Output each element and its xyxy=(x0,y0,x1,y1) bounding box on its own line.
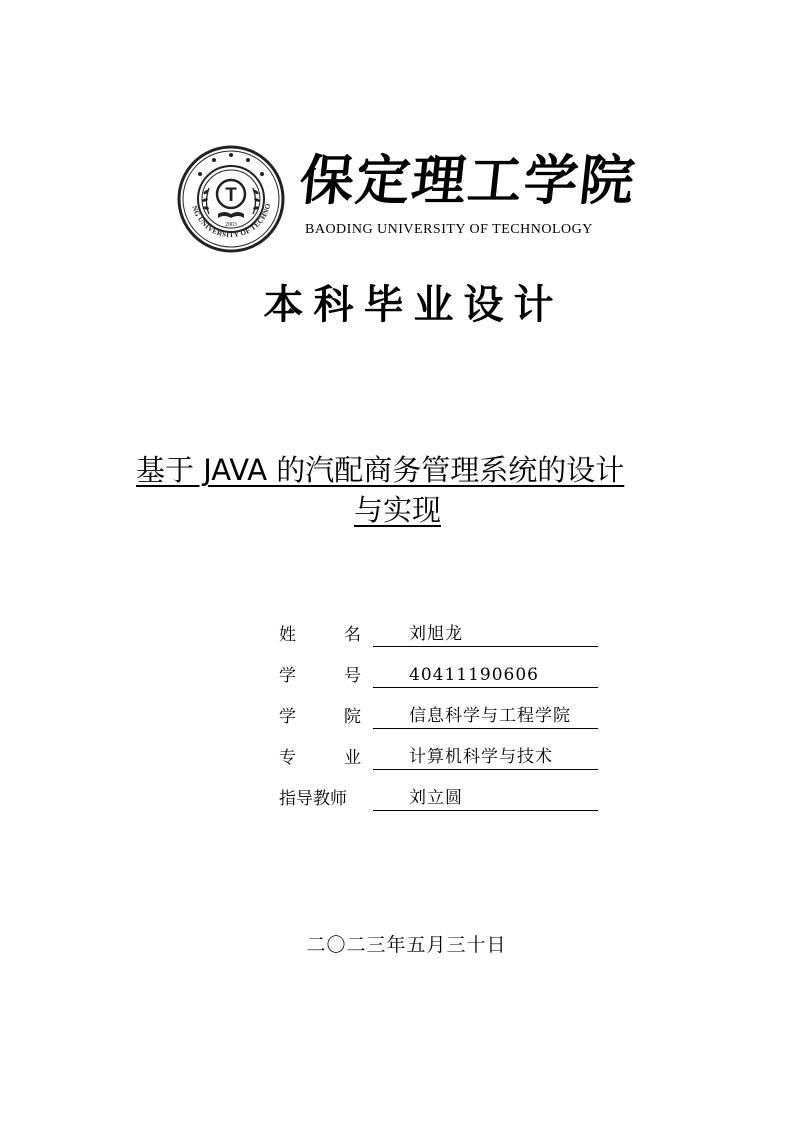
major-label: 专 业 xyxy=(279,748,361,768)
document-type: 本科毕业设计 xyxy=(263,281,564,328)
seal-english-text: NG UNIVERSITY OF TECHNO xyxy=(190,202,273,240)
submission-date: 二〇二三年五月三十日 xyxy=(306,934,507,956)
thesis-title xyxy=(136,450,716,530)
university-seal xyxy=(176,144,286,254)
college-label: 学 院 xyxy=(279,707,361,727)
advisor-label: 指导教师 xyxy=(279,789,347,809)
info-row-college xyxy=(279,688,598,729)
college-value: 信息科学与工程学院 xyxy=(373,704,598,729)
university-name-chinese: 保定理工学院 xyxy=(296,148,640,212)
thesis-title-line1: 基于 JAVA 的汽配商务管理系统的设计 xyxy=(136,453,625,487)
info-row-major xyxy=(279,729,598,770)
name-value: 刘旭龙 xyxy=(373,622,598,647)
student-id-value: 40411190606 xyxy=(373,663,598,688)
seal-letter: T xyxy=(225,185,237,206)
name-label: 姓 名 xyxy=(279,625,361,645)
student-id-label: 学 号 xyxy=(279,666,361,686)
info-row-name xyxy=(279,606,598,647)
advisor-value: 刘立圆 xyxy=(373,786,598,811)
info-row-advisor xyxy=(279,770,598,811)
major-value: 计算机科学与技术 xyxy=(373,745,598,770)
seal-emblem-icon xyxy=(176,144,286,254)
university-name-english: BAODING UNIVERSITY OF TECHNOLOGY xyxy=(305,222,593,237)
student-info xyxy=(279,606,598,811)
seal-year: 2003 xyxy=(225,222,237,228)
info-row-student-id xyxy=(279,647,598,688)
thesis-title-line2: 与实现 xyxy=(354,493,442,527)
